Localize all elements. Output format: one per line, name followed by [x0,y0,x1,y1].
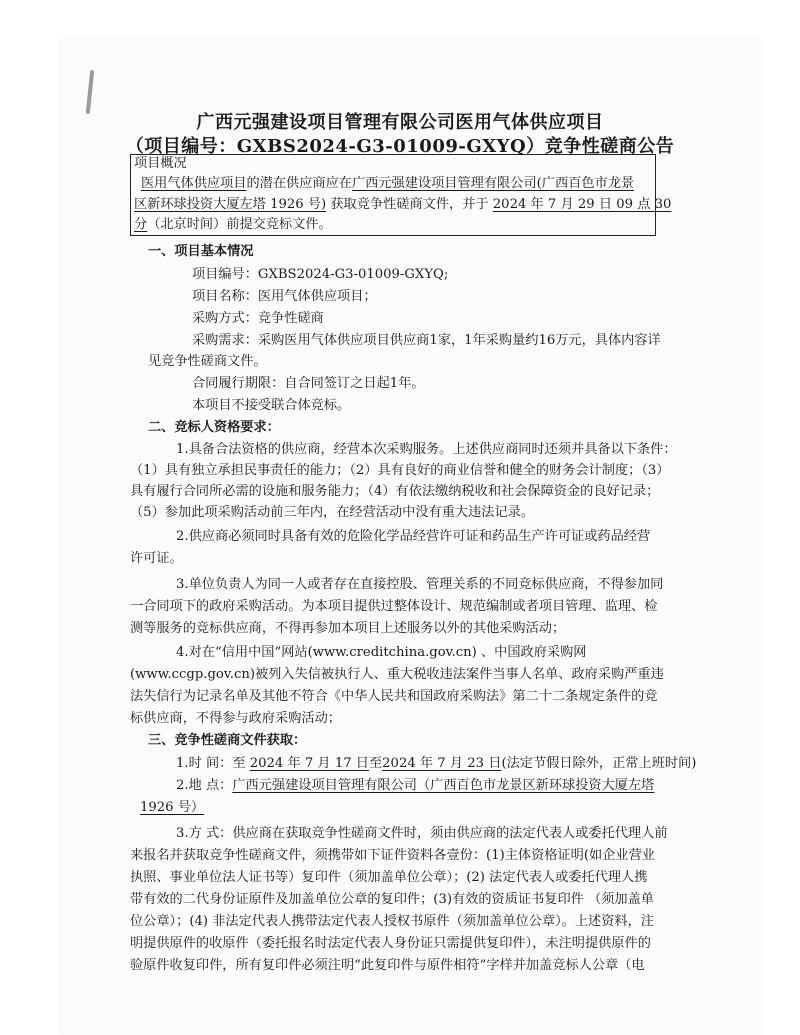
overview-line-3: 分（北京时间）前提交竞标文件。 [134,217,332,232]
procurement-demand-cont: 见竞争性磋商文件。 [148,354,267,369]
project-name: 项目名称：医用气体供应项目； [192,289,377,304]
method-line-2: 来报名并获取竞争性磋商文件，须携带如下证件资料各壹份：(1)主体资格证明(如企业营业 [130,848,655,863]
no-consortium: 本项目不接受联合体竞标。 [192,398,351,413]
overview-line-2: 区新环球投资大厦左塔 1926 号) 获取竞争性磋商文件，并于 2024 年 7 月 29 日 09 点 30 [134,197,672,212]
section-3-heading: 三、竞争性磋商文件获取： [148,733,307,748]
qual-3-line-3: 测等服务的竞标供应商，不得再参加本项目上述服务以外的其他采购活动； [130,621,566,636]
method-line-5: 位公章）；(4) 非法定代表人携带法定代表人授权书原件（须加盖单位公章）。上述资料，注 [130,914,654,929]
qual-1-line-1: 1.具备合法资格的供应商，经营本次采购服务。上述供应商同时还须并具备以下条件： [176,442,677,457]
qual-4-line-1: 4.对在“信用中国”网站(www.creditchina.gov.cn) 、中国政府采购网 [176,645,587,660]
procurement-method: 采购方式：竞争性磋商 [192,311,324,326]
qual-2-line-1: 2.供应商必须同时具备有效的危险化学品经营许可证和药品生产许可证或药品经营 [176,529,651,544]
method-line-3: 执照、事业单位法人证书等）复印件（须加盖单位公章）；(2) 法定代表人或委托代理人携 [130,870,648,885]
qual-1-line-4: （5）参加此项采购活动前三年内，在经营活动中没有重大违法记录。 [130,505,535,520]
overview-heading: 项目概况 [134,156,187,171]
method-line-4: 带有效的二代身份证原件及加盖单位公章的复印件；(3)有效的资质证书复印件 （须加盖单 [130,892,654,907]
overview-line-1: 医用气体供应项目的潜在供应商应在广西元强建设项目管理有限公司(广西百色市龙景 [141,176,635,191]
method-line-1: 3.方 式：供应商在获取竞争性磋商文件时，须由供应商的法定代表人或委托代理人前 [176,826,668,841]
qual-4-line-3: 法失信行为记录名单及其他不符合《中华人民共和国政府采购法》第二十二条规定条件的竞 [130,689,658,704]
qual-2-line-2: 许可证。 [130,551,183,566]
title-line-2: （项目编号：GXBS2024-G3-01009-GXYQ）竞争性磋商公告 [125,136,675,157]
qual-1-line-3: 具有履行合同所必需的设施和服务能力；（4）有依法缴纳税收和社会保障资金的良好记录； [130,484,660,499]
section-1-heading: 一、项目基本情况 [148,244,254,259]
qual-4-line-4: 标供应商，不得参与政府采购活动； [130,711,341,726]
qual-3-line-2: 一合同项下的政府采购活动。为本项目提供过整体设计、规范编制或者项目管理、监理、检 [130,599,658,614]
title-line-1: 广西元强建设项目管理有限公司医用气体供应项目 [196,112,604,133]
qual-4-line-2: (www.ccgp.gov.cn)被列入失信被执行人、重大税收违法案件当事人名单、政府采购严重违 [130,667,664,682]
obtain-location: 2.地 点：广西元强建设项目管理有限公司（广西百色市龙景区新环球投资大厦左塔 [176,778,655,793]
qual-3-line-1: 3.单位负责人为同一人或者存在直接控股、管理关系的不同竞标供应商，不得参加同 [176,577,664,592]
obtain-location-cont: 1926 号） [140,800,205,815]
qual-1-line-2: （1）具有独立承担民事责任的能力；（2）具有良好的商业信誉和健全的财务会计制度；（3） [130,463,670,478]
method-line-7: 验原件收复印件，所有复印件必须注明“此复印件与原件相符”字样并加盖竞标人公章（电 [130,958,645,973]
method-line-6: 明提供原件的收原件（委托报名时法定代表人身份证只需提供复印件），未注明提供原件的 [130,936,651,951]
contract-period: 合同履行期限：自合同签订之日起1年。 [192,376,425,391]
section-2-heading: 二、竞标人资格要求： [148,420,280,435]
project-number: 项目编号：GXBS2024-G3-01009-GXYQ; [192,267,449,282]
procurement-demand: 采购需求：采购医用气体供应项目供应商1家，1年采购量约16万元，具体内容详 [192,333,661,348]
obtain-time: 1.时 间：至 2024 年 7 月 17 日至2024 年 7 月 23 日(法定节假日除外，正常上班时间) [176,756,697,771]
